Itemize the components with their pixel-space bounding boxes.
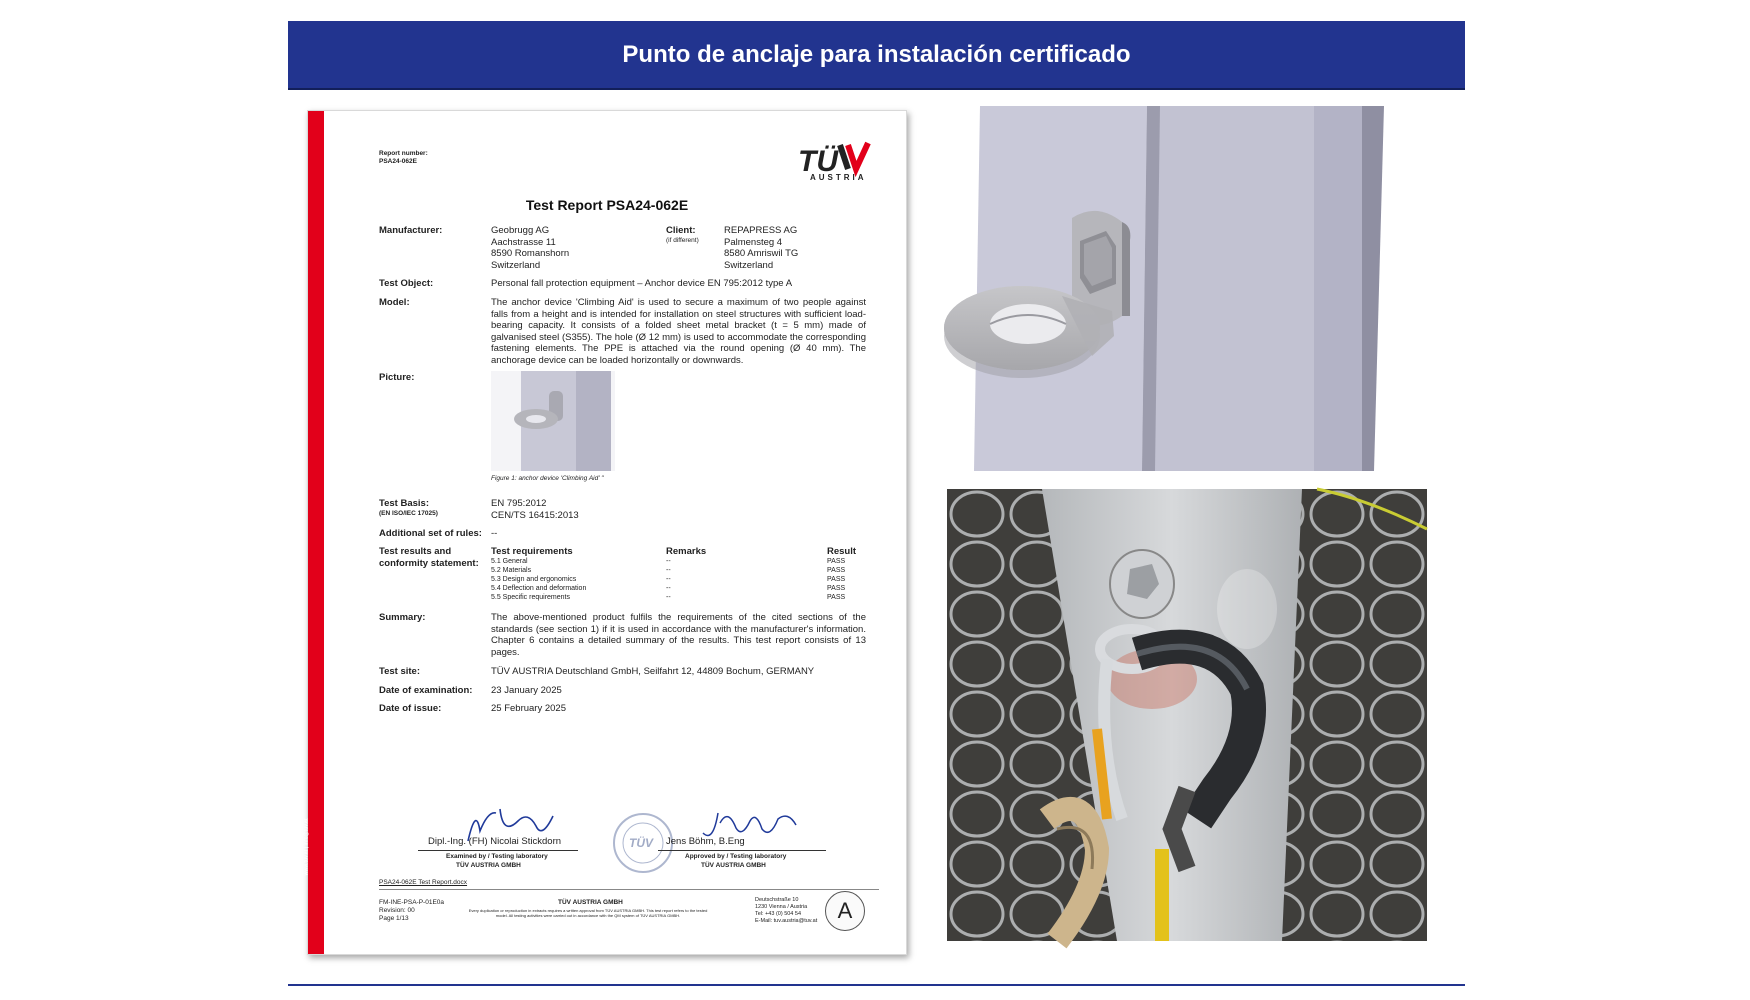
result-status: PASS — [827, 558, 846, 565]
test-object-value: Personal fall protection equipment – Anchor device EN 795:2012 type A — [491, 278, 793, 289]
signer1-name: Dipl.-Ing. (FH) Nicolai Stickdorn — [428, 836, 562, 847]
footer-address-line: Tel: +43 (0) 504 54 — [755, 911, 802, 917]
footer-divider — [379, 889, 879, 890]
test-basis-sublabel: (EN ISO/IEC 17025) — [379, 510, 438, 517]
test-site-label: Test site: — [379, 666, 421, 677]
result-status: PASS — [827, 585, 846, 592]
model-label: Model: — [379, 297, 410, 308]
result-requirement: 5.1 General — [491, 558, 528, 565]
svg-text:TÜV: TÜV — [629, 836, 653, 850]
result-remark: -- — [666, 585, 671, 592]
result-remark: -- — [666, 576, 671, 583]
exam-date-value: 23 January 2025 — [491, 685, 562, 696]
footer-address-line: 1230 Vienna / Austria — [755, 904, 808, 910]
signer2-name: Jens Böhm, B.Eng — [666, 836, 745, 847]
test-basis-line: CEN/TS 16415:2013 — [491, 509, 579, 521]
client-line: Palmensteg 4 — [724, 236, 783, 248]
model-description: The anchor device 'Climbing Aid' is used to secure a maximum of two people against falls from a height and is intended for installation on steel structures with sufficient load-bearing capacity. It consists of a folded sheet metal bracket (t = 5 mm) made of galvanised steel (S355). The hole (Ø 12 mm) is used to accommodate the corresponding fastening elements. The PPE is attached via the round opening (Ø 40 mm). The anchorage device can be loaded horizontally or downwards. — [491, 297, 866, 366]
footer-form-id: FM-INE-PSA-P-01E0a — [379, 899, 445, 906]
result-status: PASS — [827, 567, 846, 574]
signer1-org: TÜV AUSTRIA GMBH — [456, 862, 521, 869]
file-reference: PSA24-062E Test Report.docx — [379, 879, 468, 886]
report-number: PSA24-062E — [379, 158, 417, 165]
banner-title: Punto de anclaje para instalación certificado — [622, 40, 1131, 68]
results-header-result: Result — [827, 546, 857, 557]
footer-address-line: E-Mail: tuv.austria@tuv.at — [755, 918, 818, 924]
result-remark: -- — [666, 594, 671, 601]
result-status: PASS — [827, 594, 846, 601]
manufacturer-line: Geobrugg AG — [491, 225, 550, 236]
additional-rules-label: Additional set of rules: — [379, 528, 482, 539]
manufacturer-line: Aachstrasse 11 — [491, 236, 556, 248]
results-header-remarks: Remarks — [666, 546, 707, 557]
test-basis-label: Test Basis: — [379, 498, 429, 509]
results-label: Test results and conformity statement: — [379, 546, 479, 569]
result-requirement: 5.4 Deflection and deformation — [491, 585, 587, 592]
test-report-document — [303, 110, 907, 955]
red-sidebar — [303, 111, 324, 954]
anchor-device-thumbnail — [491, 371, 615, 471]
test-basis-line: EN 795:2012 — [491, 498, 547, 509]
footer-company: TÜV AUSTRIA GMBH — [558, 899, 623, 906]
page-banner — [288, 21, 1465, 90]
logo-subtext: AUSTRIA — [810, 173, 867, 182]
results-header-requirements: Test requirements — [491, 546, 573, 557]
result-status: PASS — [827, 576, 846, 583]
figure-caption: Figure 1: anchor device 'Climbing Aid' " — [491, 475, 604, 482]
manufacturer-line: Switzerland — [491, 259, 541, 271]
footer-page: Page 1/13 — [379, 915, 409, 922]
tuv-austria-logo — [796, 139, 876, 183]
installed-anchor-photo — [947, 489, 1427, 941]
tuv-stamp — [613, 813, 673, 873]
result-remark: -- — [666, 558, 671, 565]
issue-date-label: Date of issue: — [379, 703, 442, 714]
manufacturer-line: 8590 Romanshorn — [491, 248, 570, 259]
report-number-label: Report number: — [379, 150, 428, 157]
client-line: 8580 Amriswil TG — [724, 248, 799, 259]
picture-label: Picture: — [379, 372, 415, 383]
accreditation-seal — [825, 891, 865, 931]
result-requirement: 5.2 Materials — [491, 567, 532, 574]
issue-date-value: 25 February 2025 — [491, 703, 566, 714]
bottom-divider — [288, 984, 1465, 986]
summary-label: Summary: — [379, 612, 426, 623]
result-remark: -- — [666, 567, 671, 574]
exam-date-label: Date of examination: — [379, 685, 473, 696]
report-title: Test Report PSA24-062E — [525, 197, 689, 213]
client-line: REPAPRESS AG — [724, 225, 798, 236]
result-requirement: 5.5 Specific requirements — [491, 594, 570, 601]
additional-rules-value: -- — [491, 528, 498, 539]
test-site-value: TÜV AUSTRIA Deutschland GmbH, Seilfahrt 12, 44809 Bochum, GERMANY — [491, 666, 815, 677]
signature-line — [658, 850, 826, 851]
footer-disclaimer: Every duplication or reproduction in extracts requires a written approval from TÜV AUSTRIA GMBH. This test report refers to the tested model. All testing activities were carried out in accordance with the QM system of TÜV AUSTRIA GMBH. — [468, 908, 708, 918]
signature-line — [418, 850, 578, 851]
client-label: Client: — [666, 225, 696, 236]
signer2-org: TÜV AUSTRIA GMBH — [701, 862, 766, 869]
client-line: Switzerland — [724, 259, 774, 271]
footer-address-line: Deutschstraße 10 — [755, 897, 799, 903]
anchor-device-render — [942, 106, 1440, 471]
accreditation-mark: A — [837, 898, 853, 923]
client-sublabel: (if different) — [666, 237, 699, 244]
test-object-label: Test Object: — [379, 278, 434, 289]
footer-revision: Revision: 00 — [379, 907, 415, 914]
manufacturer-label: Manufacturer: — [379, 225, 443, 236]
signer1-role: Examined by / Testing laboratory — [446, 853, 548, 860]
signer2-role: Approved by / Testing laboratory — [685, 853, 787, 860]
svg-text:TÜ: TÜ — [798, 145, 838, 178]
result-requirement: 5.3 Design and ergonomics — [491, 576, 577, 583]
sidebar-contact: www.tuv.at | info@tuv.at — [303, 818, 310, 876]
summary-text: The above-mentioned product fulfils the requirements of the cited sections of the standards (see section 1) if it is used in accordance with the manufacturer's information. Chapter 6 contains a detailed summary of the results. This test report consists of 13 pages. — [491, 612, 866, 658]
